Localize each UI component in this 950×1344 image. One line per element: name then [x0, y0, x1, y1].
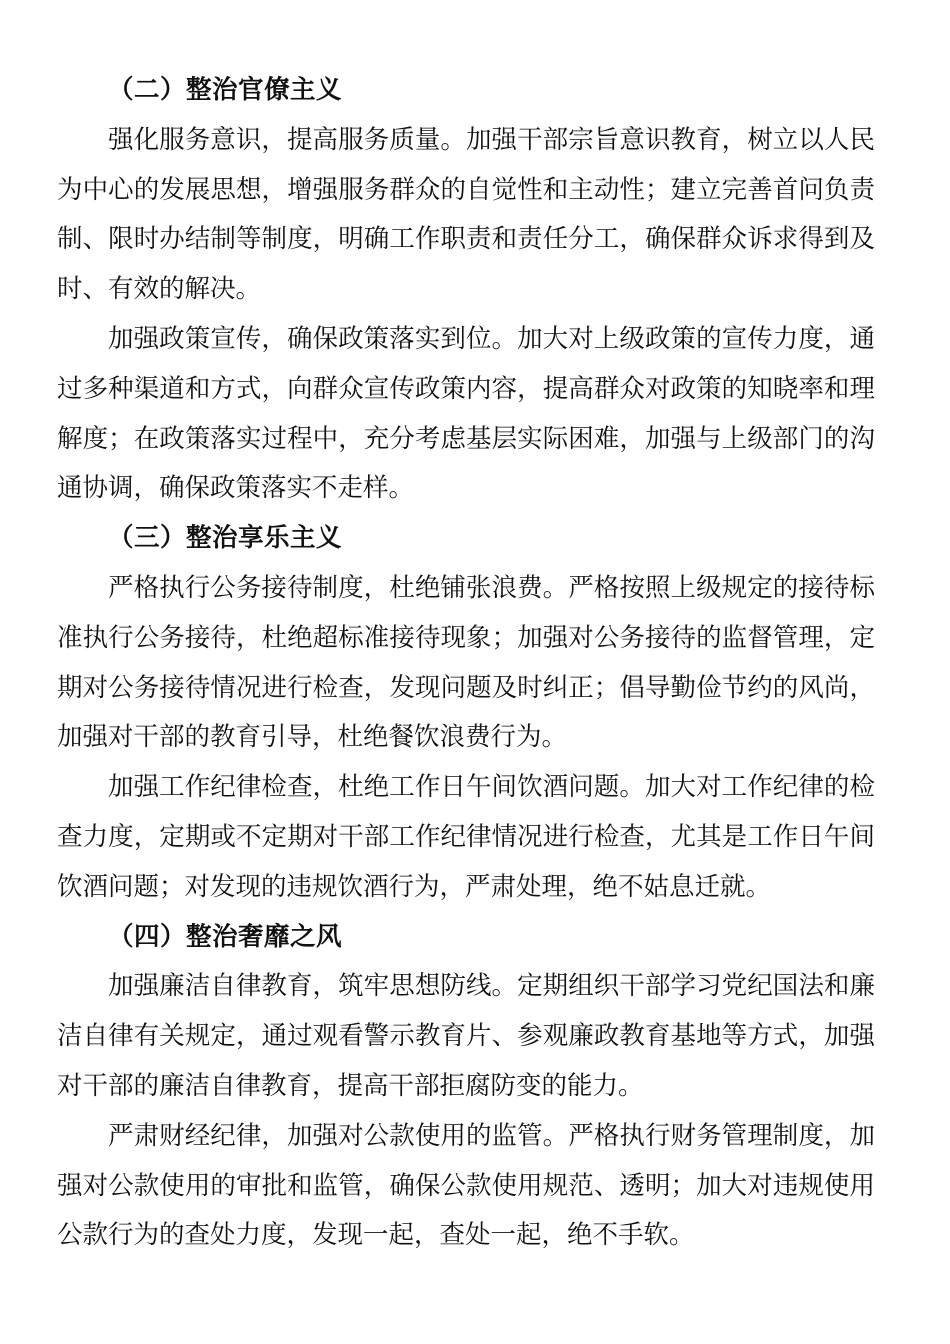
section-heading: （三）整治享乐主义 [108, 523, 343, 554]
paragraph: 严肃财经纪律，加强对公款使用的监管。严格执行财务管理制度，加强对公款使用的审批和监管，确保公款使用规范、透明；加大对违规使用公款行为的查处力度，发现一起，查处一起，绝不手软。 [57, 1120, 875, 1251]
document-page [57, 66, 875, 1261]
paragraph: 加强政策宣传，确保政策落实到位。加大对上级政策的宣传力度，通过多种渠道和方式，向群众宣传政策内容，提高群众对政策的知晓率和理解度；在政策落实过程中，充分考虑基层实际困难，加强与上级部门的沟通协调，确保政策落实不走样。 [57, 323, 875, 504]
paragraph: 加强廉洁自律教育，筑牢思想防线。定期组织干部学习党纪国法和廉洁自律有关规定，通过观看警示教育片、参观廉政教育基地等方式，加强对干部的廉洁自律教育，提高干部拒腐防变的能力。 [57, 971, 875, 1101]
section-heading: （四）整治奢靡之风 [108, 921, 343, 952]
paragraph: 强化服务意识，提高服务质量。加强干部宗旨意识教育，树立以人民为中心的发展思想，增强服务群众的自觉性和主动性；建立完善首问负责制、限时办结制等制度，明确工作职责和责任分工，确保群众诉求得到及时、有效的解决。 [57, 124, 875, 305]
section-heading: （二）整治官僚主义 [108, 75, 343, 105]
section-extravagance [57, 913, 875, 1262]
section-bureaucratism [57, 66, 875, 514]
section-hedonism [57, 514, 875, 912]
paragraph: 严格执行公务接待制度，杜绝铺张浪费。严格按照上级规定的接待标准执行公务接待，杜绝超标准接待现象；加强对公务接待的监督管理，定期对公务接待情况进行检查，发现问题及时纠正；倡导勤俭节约的风尚，加强对干部的教育引导，杜绝餐饮浪费行为。 [57, 572, 875, 753]
paragraph: 加强工作纪律检查，杜绝工作日午间饮酒问题。加大对工作纪律的检查力度，定期或不定期对干部工作纪律情况进行检查，尤其是工作日午间饮酒问题；对发现的违规饮酒行为，严肃处理，绝不姑息迁就。 [57, 772, 875, 902]
